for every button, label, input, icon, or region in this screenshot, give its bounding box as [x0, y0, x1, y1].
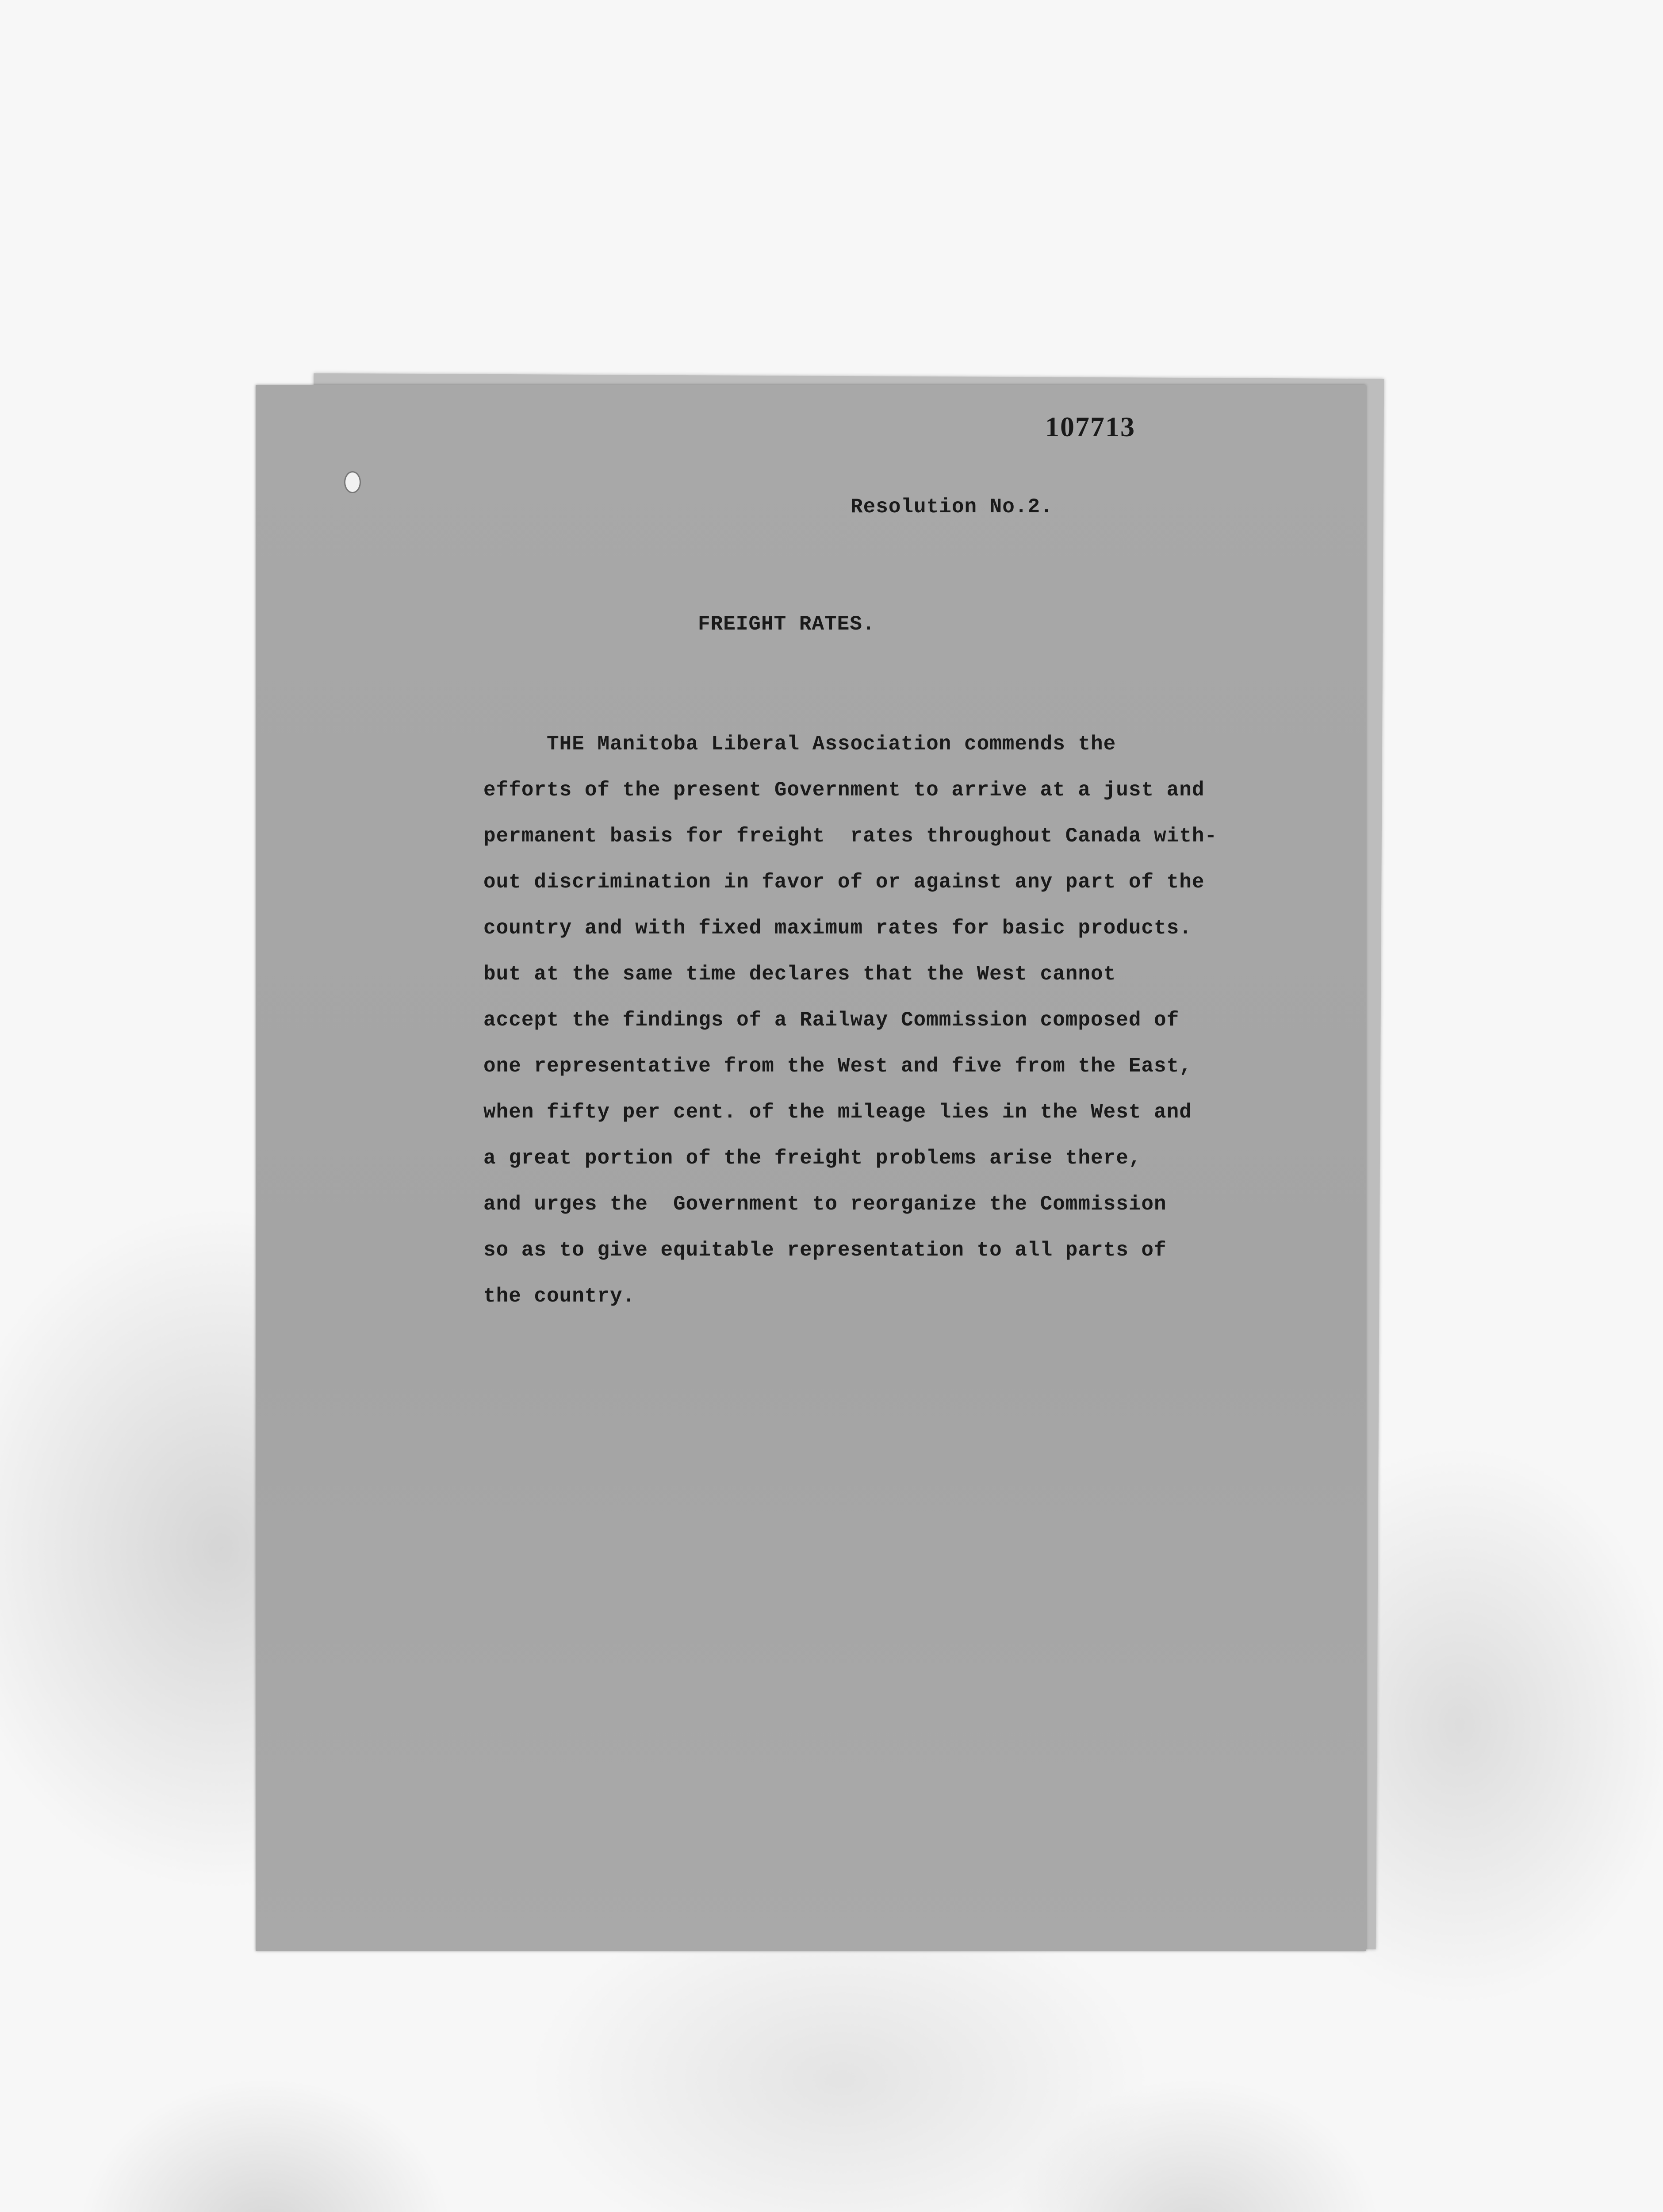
body-line: the country.	[483, 1285, 636, 1308]
body-line: out discrimination in favor of or against any part of the	[483, 871, 1205, 894]
body-line: country and with fixed maximum rates for basic products.	[483, 917, 1192, 940]
body-line: and urges the Government to reorganize the Commission	[483, 1193, 1167, 1216]
body-line: one representative from the West and five from the East,	[483, 1055, 1192, 1078]
document-number: 107713	[1045, 411, 1135, 442]
punch-hole	[344, 471, 361, 493]
body-line: THE Manitoba Liberal Association commends the	[483, 733, 1116, 756]
body-line: a great portion of the freight problems arise there,	[483, 1147, 1142, 1170]
body-line: when fifty per cent. of the mileage lies in the West and	[483, 1101, 1192, 1124]
resolution-number: Resolution No.2.	[851, 495, 1053, 518]
body-line: accept the findings of a Railway Commission composed of	[483, 1009, 1180, 1032]
resolution-body	[483, 721, 1324, 1308]
body-line: permanent basis for freight rates throughout Canada with-	[483, 825, 1218, 848]
document-title: FREIGHT RATES.	[698, 613, 875, 636]
body-line: so as to give equitable representation to all parts of	[483, 1239, 1167, 1262]
document-page	[256, 385, 1366, 1951]
body-line: but at the same time declares that the West cannot	[483, 963, 1116, 986]
body-line: efforts of the present Government to arrive at a just and	[483, 779, 1205, 802]
